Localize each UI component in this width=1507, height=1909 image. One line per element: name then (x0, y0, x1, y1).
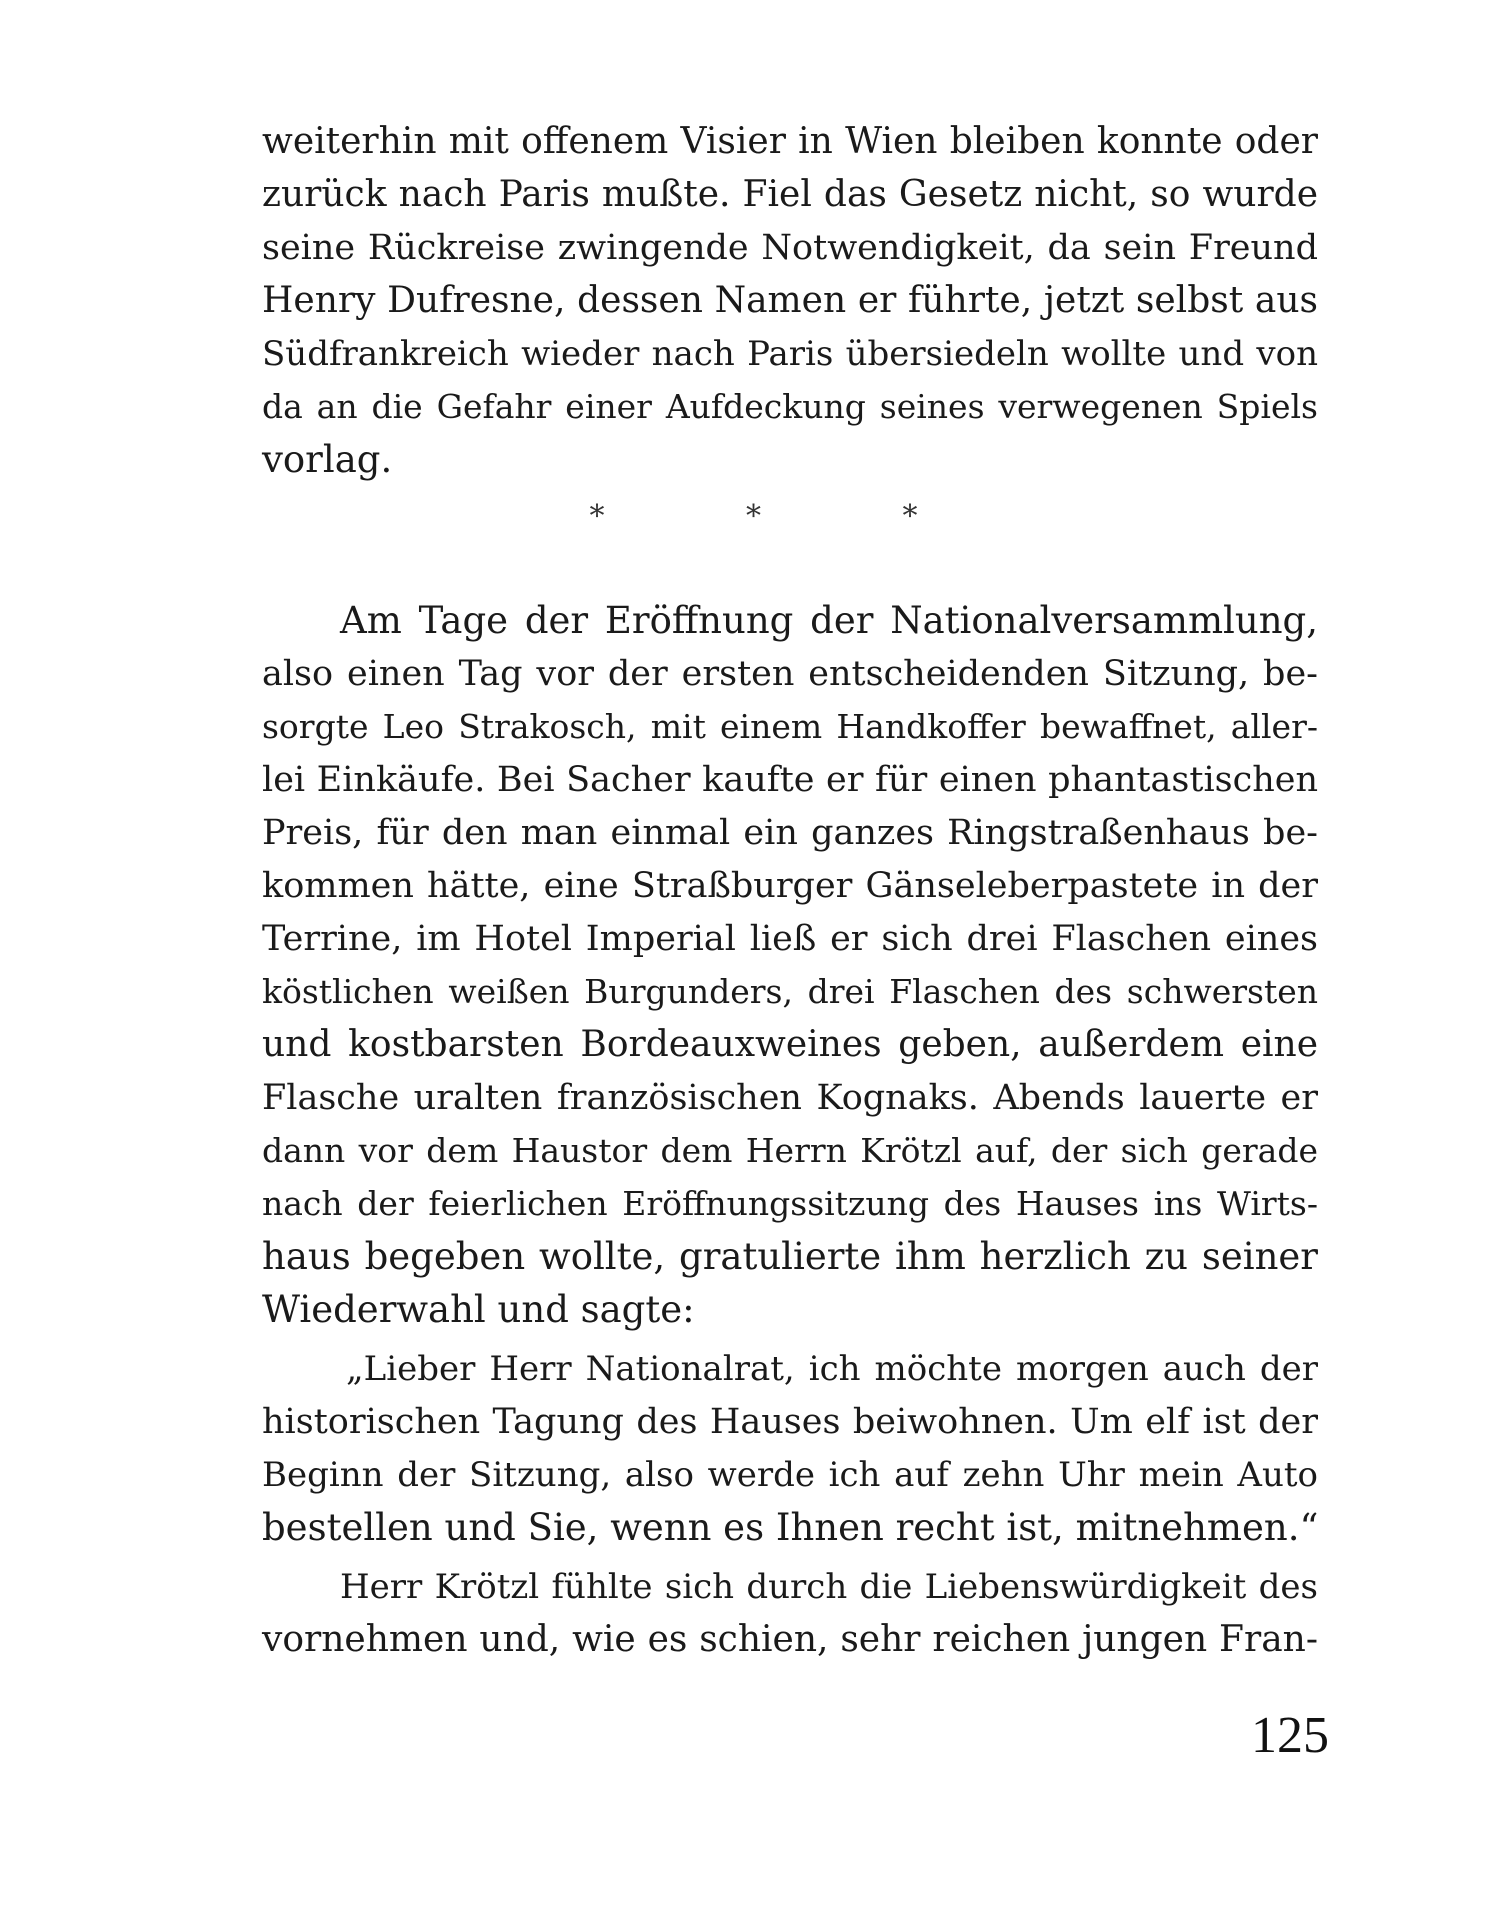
text-line: Flasche uralten französischen Kognaks. Abends lauerte er (262, 1078, 1318, 1118)
section-separator: * * * (589, 499, 984, 534)
text-line: „Lieber Herr Nationalrat, ich möchte morgen auch der (346, 1349, 1318, 1389)
text-line: Preis, für den man einmal ein ganzes Ringstraßenhaus be- (262, 813, 1318, 853)
text-line: vornehmen und, wie es schien, sehr reichen jungen Fran- (262, 1619, 1318, 1660)
text-line: haus begeben wollte, gratulierte ihm herzlich zu seiner (262, 1235, 1318, 1278)
text-line: Herr Krötzl fühlte sich durch die Liebenswürdigkeit des (340, 1567, 1318, 1607)
text-line: Am Tage der Eröffnung der Nationalversammlung, (340, 599, 1318, 642)
text-line: dann vor dem Haustor dem Herrn Krötzl auf, der sich gerade (262, 1131, 1318, 1170)
text-line: historischen Tagung des Hauses beiwohnen. Um elf ist der (262, 1402, 1318, 1442)
text-line: sorgte Leo Strakosch, mit einem Handkoffer bewaffnet, aller- (262, 707, 1318, 746)
text-line: Henry Dufresne, dessen Namen er führte, jetzt selbst aus (262, 280, 1318, 321)
text-line: köstlichen weißen Burgunders, drei Flaschen des schwersten (262, 972, 1318, 1011)
text-line: Beginn der Sitzung, also werde ich auf zehn Uhr mein Auto (262, 1455, 1318, 1495)
text-line: bestellen und Sie, wenn es Ihnen recht ist, mitnehmen.“ (262, 1506, 1319, 1549)
text-line: vorlag. (262, 438, 393, 481)
text-line: Terrine, im Hotel Imperial ließ er sich drei Flaschen eines (262, 919, 1318, 959)
text-line: Wiederwahl und sagte: (262, 1288, 695, 1331)
text-line: kommen hätte, eine Straßburger Gänseleberpastete in der (262, 866, 1318, 906)
text-line: und kostbarsten Bordeauxweines geben, außerdem eine (262, 1024, 1318, 1065)
text-line: nach der feierlichen Eröffnungssitzung des Hauses ins Wirts- (262, 1184, 1318, 1223)
text-line: weiterhin mit offenem Visier in Wien bleiben konnte oder (262, 121, 1318, 162)
text-line: seine Rückreise zwingende Notwendigkeit, da sein Freund (262, 228, 1318, 268)
text-line: lei Einkäufe. Bei Sacher kaufte er für einen phantastischen (262, 760, 1318, 800)
text-line: da an die Gefahr einer Aufdeckung seines verwegenen Spiels (262, 387, 1318, 426)
text-line: Südfrankreich wieder nach Paris übersiedeln wollte und von (262, 334, 1318, 374)
text-line: zurück nach Paris mußte. Fiel das Gesetz nicht, so wurde (262, 174, 1318, 215)
page-number: 125 (1251, 1707, 1329, 1764)
text-line: also einen Tag vor der ersten entscheidenden Sitzung, be- (262, 654, 1318, 694)
